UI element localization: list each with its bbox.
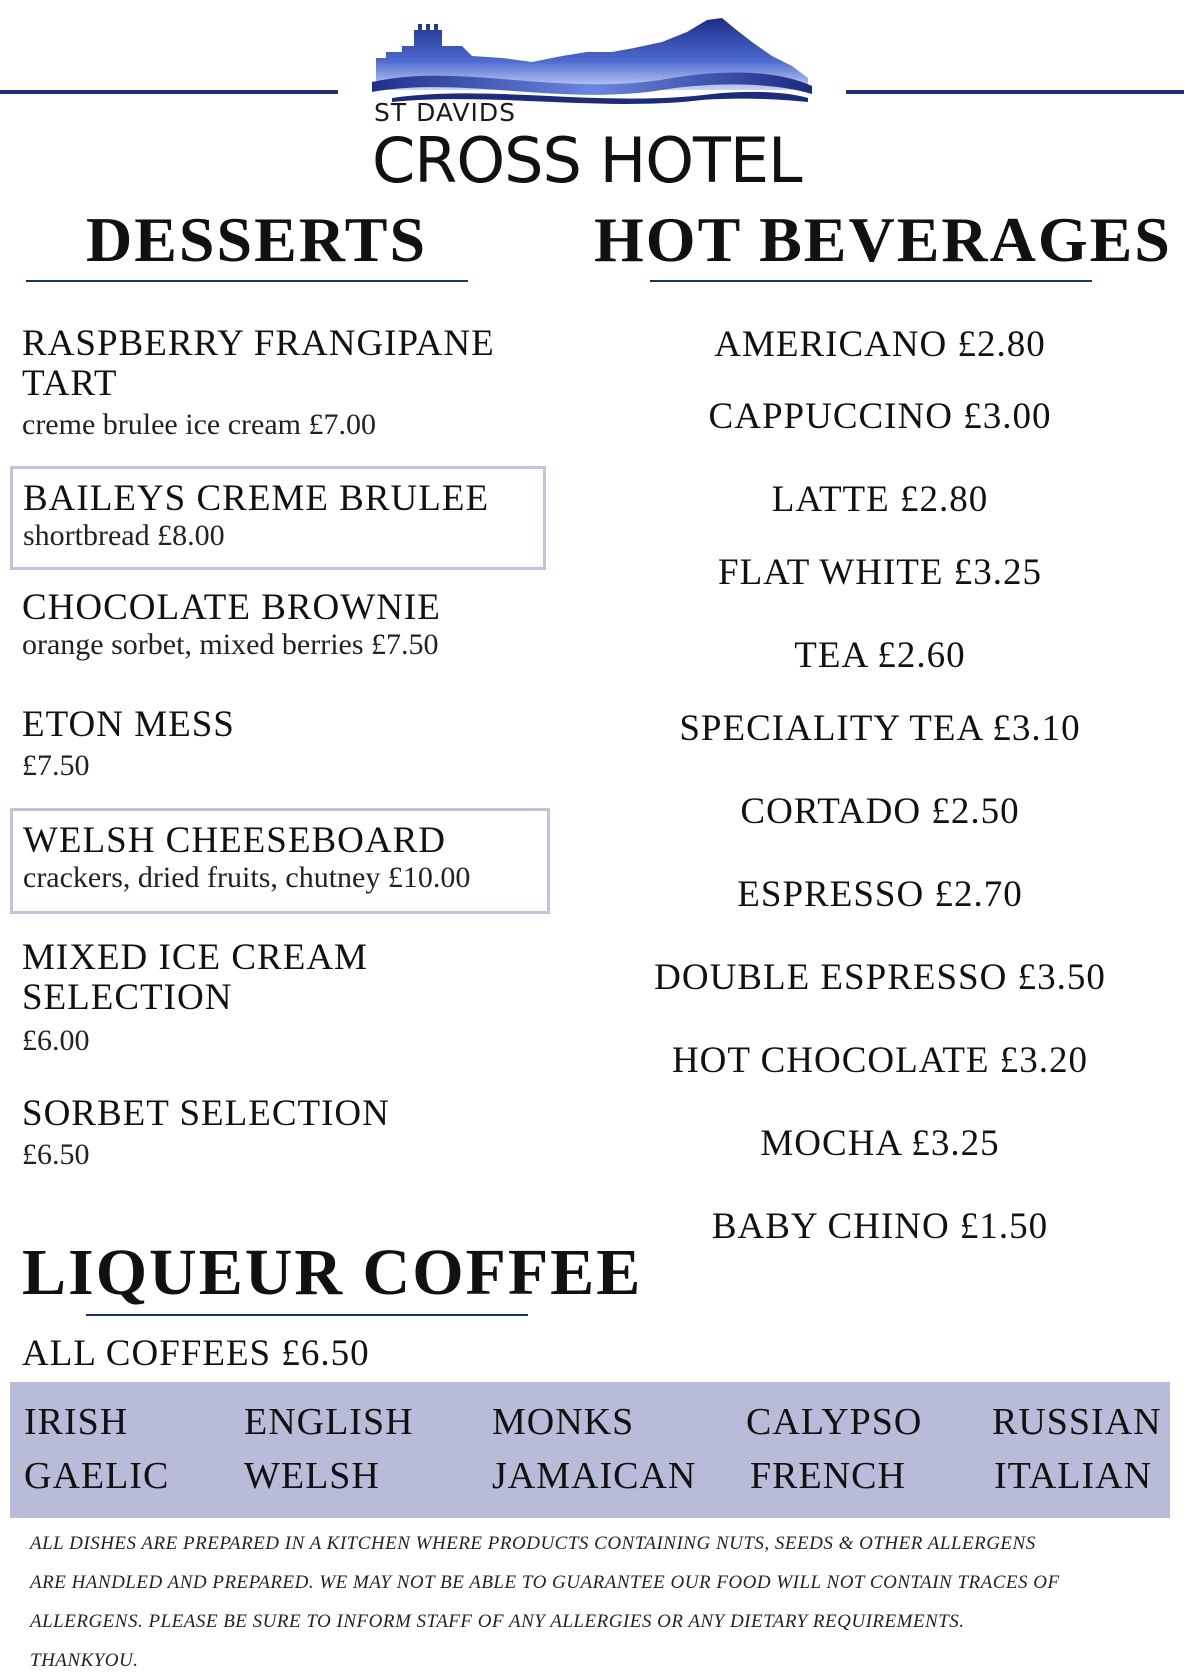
liqueur-option: FRENCH xyxy=(750,1455,906,1497)
beverage-item: BABY CHINO £1.50 xyxy=(711,1206,1049,1247)
dessert-description: £7.50 xyxy=(22,749,90,782)
liqueur-option: CALYPSO xyxy=(746,1401,923,1443)
liqueur-price-line: ALL COFFEES £6.50 xyxy=(22,1333,370,1374)
dessert-item xyxy=(22,1094,542,1172)
hot-beverages-underline xyxy=(650,280,1092,282)
liqueur-option: ENGLISH xyxy=(244,1401,414,1443)
beverage-item: CAPPUCCINO £3.00 xyxy=(708,396,1052,437)
beverage-item: AMERICANO £2.80 xyxy=(714,324,1046,365)
dessert-description: shortbread £8.00 xyxy=(23,519,225,552)
dessert-name: CHOCOLATE BROWNIE xyxy=(22,587,441,628)
desserts-underline xyxy=(26,280,468,282)
beverage-item: TEA £2.60 xyxy=(794,635,966,676)
dessert-description: £6.50 xyxy=(22,1138,90,1171)
header-rule-right xyxy=(846,90,1184,94)
beverage-item: ESPRESSO £2.70 xyxy=(737,874,1023,915)
liqueur-option: ITALIAN xyxy=(994,1455,1153,1497)
dessert-name: SORBET SELECTION xyxy=(22,1093,390,1134)
liqueur-coffee-underline xyxy=(86,1314,528,1316)
allergen-notice xyxy=(30,1524,1170,1680)
dessert-description: crackers, dried fruits, chutney £10.00 xyxy=(23,861,471,894)
liqueur-option: GAELIC xyxy=(24,1455,170,1497)
beverage-item: DOUBLE ESPRESSO £3.50 xyxy=(654,957,1106,998)
dessert-item xyxy=(22,705,542,783)
dessert-item xyxy=(22,938,422,1058)
desserts-title: DESSERTS xyxy=(86,204,428,275)
beverage-item: CORTADO £2.50 xyxy=(740,791,1020,832)
liqueur-option: IRISH xyxy=(24,1401,129,1443)
hot-beverages-title: HOT BEVERAGES xyxy=(594,204,1172,275)
hotel-logo xyxy=(372,12,812,202)
liqueur-options-band xyxy=(10,1382,1170,1518)
dessert-name: MIXED ICE CREAM SELECTION xyxy=(22,937,368,1018)
dessert-description: creme brulee ice cream £7.00 xyxy=(22,408,376,441)
landscape-logo-icon xyxy=(372,12,812,104)
beverage-item: LATTE £2.80 xyxy=(771,479,989,520)
allergen-notice-line: ALL DISHES ARE PREPARED IN A KITCHEN WHERE PRODUCTS CONTAINING NUTS, SEEDS & OTHER ALLERGENS xyxy=(30,1533,1036,1554)
allergen-notice-line: ARE HANDLED AND PREPARED. WE MAY NOT BE ABLE TO GUARANTEE OUR FOOD WILL NOT CONTAIN TRACES OF xyxy=(30,1572,1060,1593)
dessert-item-highlighted xyxy=(10,466,546,570)
dessert-name: RASPBERRY FRANGIPANE TART xyxy=(22,323,495,404)
dessert-item xyxy=(22,324,542,442)
beverage-item: MOCHA £3.25 xyxy=(760,1123,1000,1164)
beverage-item: FLAT WHITE £3.25 xyxy=(718,552,1042,593)
liqueur-coffee-title: LIQUEUR COFFEE xyxy=(22,1236,643,1309)
dessert-name: BAILEYS CREME BRULEE xyxy=(23,478,490,519)
dessert-item xyxy=(22,588,562,662)
allergen-notice-line: ALLERGENS. PLEASE BE SURE TO INFORM STAFF OF ANY ALLERGIES OR ANY DIETARY REQUIREMENTS. xyxy=(30,1611,965,1632)
dessert-item-highlighted xyxy=(10,808,550,914)
liqueur-option: WELSH xyxy=(244,1455,380,1497)
logo-subtitle: ST DAVIDS xyxy=(374,98,516,127)
dessert-name: ETON MESS xyxy=(22,704,235,745)
liqueur-option: RUSSIAN xyxy=(992,1401,1162,1443)
dessert-name: WELSH CHEESEBOARD xyxy=(23,820,446,861)
allergen-notice-line: THANKYOU. xyxy=(30,1650,139,1671)
logo-title: CROSS HOTEL xyxy=(372,124,802,197)
liqueur-option: MONKS xyxy=(492,1401,635,1443)
beverage-item: SPECIALITY TEA £3.10 xyxy=(679,708,1081,749)
header-rule-left xyxy=(0,90,338,94)
beverage-item: HOT CHOCOLATE £3.20 xyxy=(671,1040,1089,1081)
dessert-description: £6.00 xyxy=(22,1024,90,1057)
liqueur-option: JAMAICAN xyxy=(492,1455,697,1497)
dessert-description: orange sorbet, mixed berries £7.50 xyxy=(22,628,439,661)
